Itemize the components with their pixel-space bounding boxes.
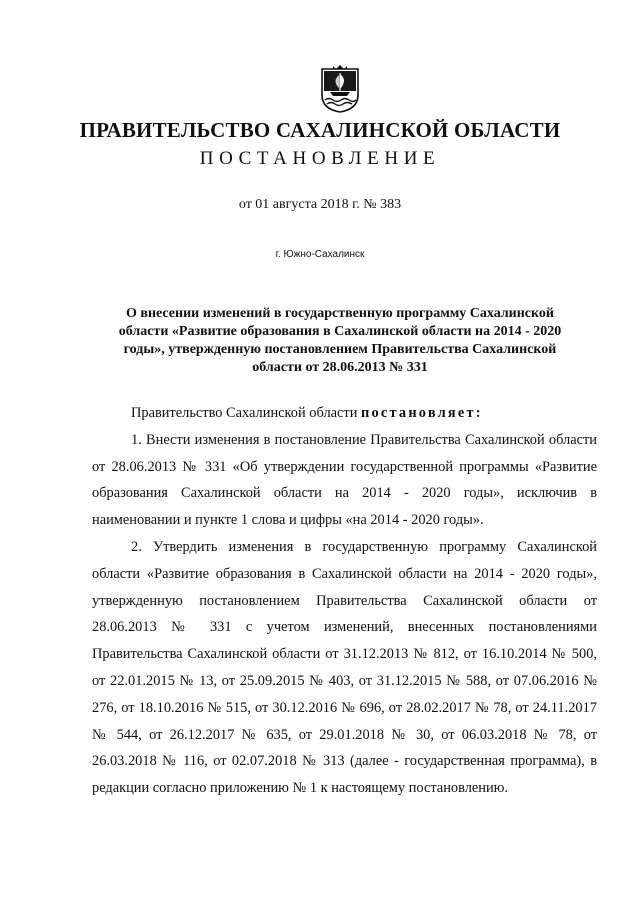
document-place: г. Южно-Сахалинск [275, 249, 365, 260]
preamble-emphasis: постановляет: [361, 405, 483, 421]
document-date-number: от 01 августа 2018 г. № 383 [238, 197, 402, 212]
document-subject: О внесении изменений в государственную программу Сахалинской области «Развитие образования в Сахалинской области на 2014 - 2020 годы», утвержденную постановлением Правительства Сахалинской области от 28.06.2013 № 331 [118, 306, 562, 375]
item-2-paragraph: 2. Утвердить изменения в государственную программу Сахалинской области «Развитие образования в Сахалинской области на 2014 - 2020 годы», утвержденную постановлением Правительства Сахалинской области от 28.06.2013 № 331 с учетом изменений, внесенных постановлениями Правительства Сахалинской области от 31.12.2013 № 812, от 16.10.2014 № 500, от 22.01.2015 № 13, от 25.09.2015 № 403, от 31.12.2015 № 588, от 07.06.2016 № 276, от 18.10.2016 № 515, от 30.12.2016 № 696, от 28.02.2017 № 78, от 24.11.2017 № 544, от 26.12.2017 № 635, от 29.01.2018 № 30, от 06.03.2018 № 78, от 26.03.2018 № 116, от 02.07.2018 № 313 (далее - государственная программа), в редакции согласно приложению № 1 к настоящему постановлению. [92, 538, 597, 797]
government-title: ПРАВИТЕЛЬСТВО САХАЛИНСКОЙ ОБЛАСТИ [79, 118, 561, 142]
document-type-heading: ПОСТАНОВЛЕНИЕ [199, 148, 441, 169]
coat-of-arms-icon [319, 65, 361, 113]
item-1-paragraph: 1. Внести изменения в постановление Правительства Сахалинской области от 28.06.2013 № 331 «Об утверждении государственной программы «Развитие образования Сахалинской области на 2014 - 2020 годы», исключив в наименовании и пункте 1 слова и цифры «на 2014 - 2020 годы». [92, 431, 597, 529]
preamble-text: Правительство Сахалинской области [131, 405, 361, 421]
document-body [92, 400, 597, 802]
preamble-paragraph [92, 400, 597, 427]
